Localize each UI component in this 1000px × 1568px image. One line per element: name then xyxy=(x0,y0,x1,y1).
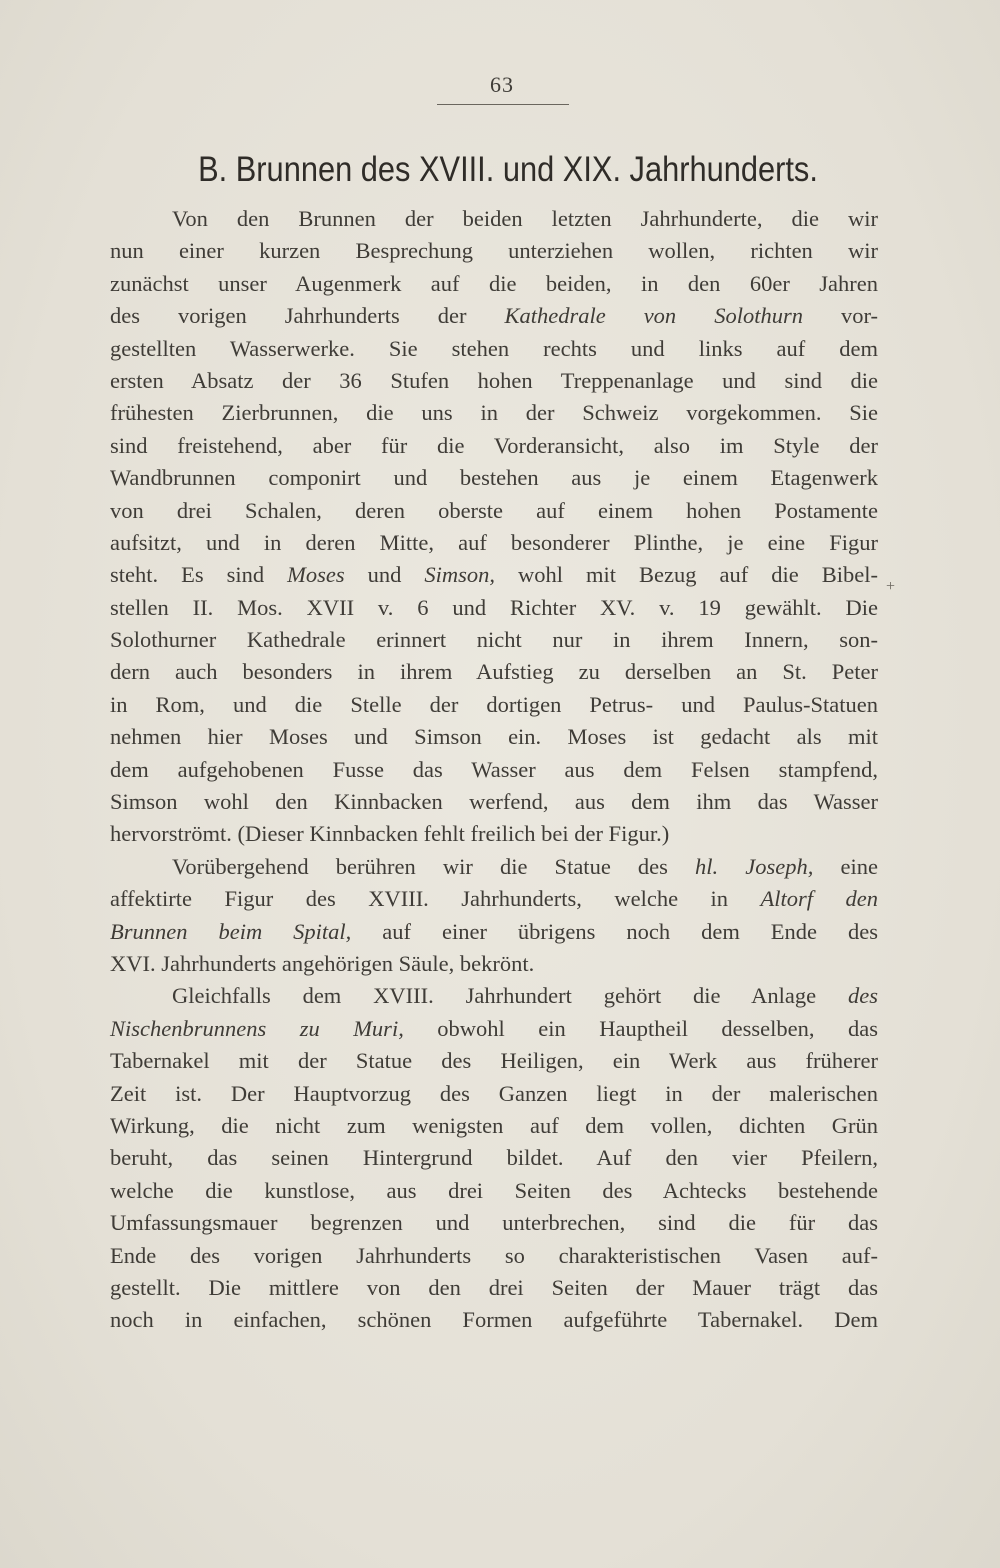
text-line: affektirte Figur des XVIII. Jahrhunderts, welche in Altorf den xyxy=(110,886,878,912)
text-line: frühesten Zierbrunnen, die uns in der Schweiz vorgekommen. Sie xyxy=(110,400,878,426)
text-line: Solothurner Kathedrale erinnert nicht nur in ihrem Innern, son- xyxy=(110,627,878,653)
text-line: beruht, das seinen Hintergrund bildet. Auf den vier Pfeilern, xyxy=(110,1145,878,1171)
text-line: von drei Schalen, deren oberste auf einem hohen Postamente xyxy=(110,497,878,523)
text-line: in Rom, und die Stelle der dortigen Petrus- und Paulus-Statuen xyxy=(110,691,878,717)
text-line: des vorigen Jahrhunderts der Kathedrale von Solothurn vor- xyxy=(110,303,878,329)
margin-mark: + xyxy=(886,578,896,595)
text-line: Wirkung, die nicht zum wenigsten auf dem vollen, dichten Grün xyxy=(110,1112,878,1138)
text-line: XVI. Jahrhunderts angehörigen Säule, bekrönt. xyxy=(110,950,535,976)
text-line: Nischenbrunnens zu Muri, obwohl ein Hauptheil desselben, das xyxy=(110,1015,878,1041)
text-line: Zeit ist. Der Hauptvorzug des Ganzen liegt in der malerischen xyxy=(110,1080,878,1106)
text-line: gestellt. Die mittlere von den drei Seiten der Mauer trägt das xyxy=(110,1274,878,1300)
text-line: Von den Brunnen der beiden letzten Jahrhunderte, die wir xyxy=(172,206,878,231)
text-line: gestellten Wasserwerke. Sie stehen rechts und links auf dem xyxy=(110,335,878,361)
text-line: ersten Absatz der 36 Stufen hohen Treppenanlage und sind die xyxy=(110,367,878,393)
text-line: dern auch besonders in ihrem Aufstieg zu derselben an St. Peter xyxy=(110,659,878,685)
body-text xyxy=(110,203,878,1337)
text-line: hervorströmt. (Dieser Kinnbacken fehlt freilich bei der Figur.) xyxy=(110,821,670,847)
text-line: Umfassungsmauer begrenzen und unterbrechen, sind die für das xyxy=(110,1210,878,1236)
text-line: steht. Es sind Moses und Simson, wohl mit Bezug auf die Bibel- xyxy=(110,562,878,588)
text-line: Wandbrunnen componirt und bestehen aus je einem Etagenwerk xyxy=(110,465,878,491)
page-number: 63 xyxy=(490,72,514,97)
text-line: stellen II. Mos. XVII v. 6 und Richter XV. v. 19 gewählt. Die xyxy=(110,594,878,620)
text-line: zunächst unser Augenmerk auf die beiden, in den 60er Jahren xyxy=(110,270,878,296)
text-line: dem aufgehobenen Fusse das Wasser aus dem Felsen stampfend, xyxy=(110,756,878,782)
page-number-rule xyxy=(437,104,569,105)
text-line: Vorübergehend berühren wir die Statue des hl. Joseph, eine xyxy=(172,853,879,879)
text-line: nehmen hier Moses und Simson ein. Moses ist gedacht als mit xyxy=(110,724,878,750)
text-line: Gleichfalls dem XVIII. Jahrhundert gehört die Anlage des xyxy=(172,983,878,1009)
text-line: noch in einfachen, schönen Formen aufgeführte Tabernakel. Dem xyxy=(110,1307,878,1333)
text-line: nun einer kurzen Besprechung unterziehen wollen, richten wir xyxy=(110,238,878,264)
text-line: Ende des vorigen Jahrhunderts so charakteristischen Vasen auf- xyxy=(110,1242,878,1268)
text-line: Brunnen beim Spital, auf einer übrigens noch dem Ende des xyxy=(110,918,878,944)
text-line: Simson wohl den Kinnbacken werfend, aus dem ihm das Wasser xyxy=(110,789,878,815)
text-line: aufsitzt, und in deren Mitte, auf besonderer Plinthe, je eine Figur xyxy=(110,529,878,555)
text-line: Tabernakel mit der Statue des Heiligen, ein Werk aus früherer xyxy=(110,1048,878,1074)
text-line: welche die kunstlose, aus drei Seiten des Achtecks bestehende xyxy=(110,1177,878,1203)
section-heading: B. Brunnen des XVIII. und XIX. Jahrhunderts. xyxy=(198,150,818,189)
text-line: sind freistehend, aber für die Vorderansicht, also im Style der xyxy=(110,432,878,458)
